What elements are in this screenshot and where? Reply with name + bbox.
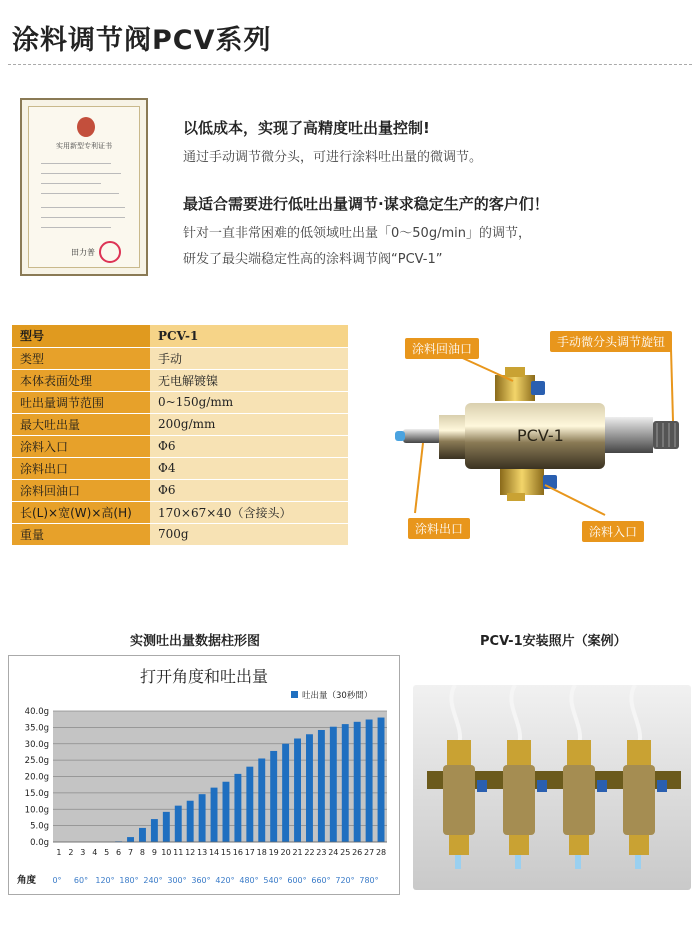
spec-key: 类型 (12, 347, 150, 369)
y-tick-label: 15.0g (24, 788, 49, 799)
angle-tick-label: 660° (311, 876, 331, 885)
bar-chart (8, 655, 400, 895)
x-tick-label: 19 (268, 848, 279, 857)
y-tick-label: 20.0g (24, 772, 49, 783)
spec-row (12, 479, 348, 501)
feed-hose (631, 685, 640, 745)
x-tick-label: 21 (292, 848, 303, 857)
x-tick-label: 22 (304, 848, 315, 857)
spec-row (12, 413, 348, 435)
x-tick-label: 10 (161, 848, 172, 857)
intro-line-1: 通过手动调节微分头，可进行涂料吐出量的微调节。 (183, 150, 483, 165)
feed-hose (571, 685, 580, 745)
bar (258, 758, 265, 842)
x-tick-label: 27 (364, 848, 375, 857)
bar (342, 724, 349, 842)
spec-row (12, 347, 348, 369)
bar (246, 767, 253, 842)
angle-row-label: 角度 (17, 875, 37, 886)
spec-row (12, 325, 348, 347)
bar (163, 812, 170, 842)
blue-connector (657, 780, 667, 792)
bar (199, 794, 206, 842)
page-title: 涂料调节阀PCV系列 (12, 25, 272, 56)
bar (127, 837, 134, 842)
inlet-fitting (500, 469, 544, 495)
bar (211, 788, 218, 842)
spec-value: 170×67×40（含接头） (150, 501, 348, 523)
x-tick-label: 3 (80, 848, 86, 857)
bar (294, 739, 301, 842)
valve-bottom-fitting (449, 835, 469, 855)
certificate-emblem-icon (77, 117, 95, 137)
installed-valve (503, 765, 535, 835)
legend-label: 吐出量（30秒間） (302, 691, 373, 701)
x-tick-label: 28 (375, 848, 387, 857)
spec-key: 涂料入口 (12, 435, 150, 457)
chart-caption: 实测吐出量数据柱形图 (130, 634, 261, 649)
callout-inlet: 涂料入口 (582, 521, 644, 542)
bar-chart-svg (9, 656, 399, 894)
spec-value: 手动 (150, 347, 348, 369)
spec-key: 最大吐出量 (12, 413, 150, 435)
bar (378, 718, 385, 842)
x-tick-label: 14 (208, 848, 220, 857)
bar (151, 819, 158, 842)
micrometer-knob (605, 417, 653, 453)
x-tick-label: 18 (256, 848, 267, 857)
x-tick-label: 26 (352, 848, 363, 857)
spec-row (12, 457, 348, 479)
outlet-nozzle (575, 855, 581, 869)
angle-tick-label: 720° (335, 876, 355, 885)
valve-bottom-fitting (629, 835, 649, 855)
x-tick-label: 16 (232, 848, 243, 857)
x-tick-label: 13 (197, 848, 208, 857)
installed-valve (443, 765, 475, 835)
bar (306, 734, 313, 842)
x-tick-label: 23 (316, 848, 327, 857)
spec-value: 700g (150, 523, 348, 545)
x-tick-label: 2 (68, 848, 74, 857)
y-tick-label: 40.0g (24, 707, 49, 717)
spec-value: PCV-1 (150, 325, 348, 347)
spec-row (12, 369, 348, 391)
x-tick-label: 15 (220, 848, 232, 857)
y-tick-label: 0.0g (30, 838, 49, 848)
y-tick-label: 5.0g (30, 821, 49, 832)
x-tick-label: 17 (244, 848, 255, 857)
bar (270, 751, 277, 842)
spec-key: 长(L)×宽(W)×高(H) (12, 501, 150, 523)
outlet-nozzle (455, 855, 461, 869)
x-tick-label: 25 (340, 848, 351, 857)
angle-tick-label: 240° (143, 876, 163, 885)
spec-table (12, 325, 348, 546)
angle-tick-label: 60° (73, 876, 89, 885)
angle-tick-label: 0° (52, 876, 62, 885)
outlet-nozzle (515, 855, 521, 869)
bar (234, 774, 241, 842)
patent-certificate-image (20, 98, 148, 276)
y-tick-label: 35.0g (24, 723, 49, 734)
chart-title: 打开角度和吐出量 (139, 667, 269, 686)
feed-hose (451, 685, 460, 745)
angle-tick-label: 360° (191, 876, 211, 885)
bar (187, 801, 194, 842)
angle-tick-label: 540° (263, 876, 283, 885)
spec-key: 型号 (12, 325, 150, 347)
valve-bottom-fitting (569, 835, 589, 855)
bar (330, 727, 337, 842)
spec-value: 无电解镀镍 (150, 369, 348, 391)
installed-valve (563, 765, 595, 835)
intro-line-3: 研发了最尖端稳定性高的涂料调节阀“PCV-1” (183, 252, 443, 267)
blue-connector (597, 780, 607, 792)
x-tick-label: 5 (104, 848, 110, 857)
spec-row (12, 501, 348, 523)
feed-hose (511, 685, 520, 745)
bar (139, 828, 146, 842)
bar (366, 720, 373, 842)
angle-tick-label: 780° (359, 876, 379, 885)
callout-knob: 手动微分头调节旋钮 (550, 331, 672, 352)
bar (318, 730, 325, 842)
spec-value: 200g/mm (150, 413, 348, 435)
spec-key: 涂料出口 (12, 457, 150, 479)
x-tick-label: 20 (280, 848, 291, 857)
valve-body-label: PCV-1 (517, 426, 564, 445)
spec-value: 0~150g/mm (150, 391, 348, 413)
x-tick-label: 8 (139, 848, 146, 857)
x-tick-label: 1 (56, 848, 62, 857)
bar (354, 722, 361, 842)
angle-tick-label: 420° (215, 876, 235, 885)
callout-return-port: 涂料回油口 (405, 338, 479, 359)
outlet-nozzle (635, 855, 641, 869)
x-tick-label: 24 (328, 848, 339, 857)
legend-swatch (291, 691, 298, 698)
intro-headline-2: 最适合需要进行低吐出量调节·谋求稳定生产的客户们！ (183, 195, 549, 213)
spec-key: 重量 (12, 523, 150, 545)
title-divider (8, 64, 692, 65)
x-tick-label: 6 (116, 848, 122, 857)
spec-value: Φ4 (150, 457, 348, 479)
angle-tick-label: 480° (239, 876, 259, 885)
intro-headline-1: 以低成本，实现了高精度吐出量控制! (183, 119, 430, 137)
spec-value: Φ6 (150, 479, 348, 501)
x-tick-label: 12 (185, 848, 196, 857)
blue-connector (477, 780, 487, 792)
certificate-seal-icon (99, 241, 121, 263)
callout-outlet: 涂料出口 (408, 518, 470, 539)
bar (223, 782, 230, 842)
x-tick-label: 9 (151, 848, 157, 857)
spec-row (12, 391, 348, 413)
y-tick-label: 10.0g (24, 805, 49, 816)
bar (282, 744, 289, 842)
x-tick-label: 7 (127, 848, 134, 857)
intro-line-2: 针对一直非常困难的低领域吐出量「0～50g/min」的调节， (183, 226, 531, 241)
x-tick-label: 4 (92, 848, 98, 857)
spec-key: 吐出量调节范围 (12, 391, 150, 413)
valve-bottom-fitting (509, 835, 529, 855)
photo-caption: PCV-1安装照片（案例） (480, 634, 627, 649)
angle-tick-label: 300° (167, 876, 187, 885)
certificate-heading: 实用新型专利证书 (56, 142, 112, 150)
x-tick-label: 11 (173, 848, 184, 857)
outlet-fitting (403, 429, 441, 443)
angle-tick-label: 180° (119, 876, 139, 885)
installation-photo (413, 685, 691, 890)
spec-key: 涂料回油口 (12, 479, 150, 501)
angle-tick-label: 600° (287, 876, 307, 885)
installed-valve (623, 765, 655, 835)
y-tick-label: 30.0g (24, 739, 49, 750)
y-tick-label: 25.0g (24, 756, 49, 767)
bar (175, 806, 182, 842)
blue-connector (537, 780, 547, 792)
spec-key: 本体表面处理 (12, 369, 150, 391)
return-port-fitting (495, 375, 535, 401)
spec-row (12, 523, 348, 545)
spec-value: Φ6 (150, 435, 348, 457)
certificate-signature: 田力普 (71, 248, 95, 257)
angle-tick-label: 120° (95, 876, 115, 885)
spec-row (12, 435, 348, 457)
